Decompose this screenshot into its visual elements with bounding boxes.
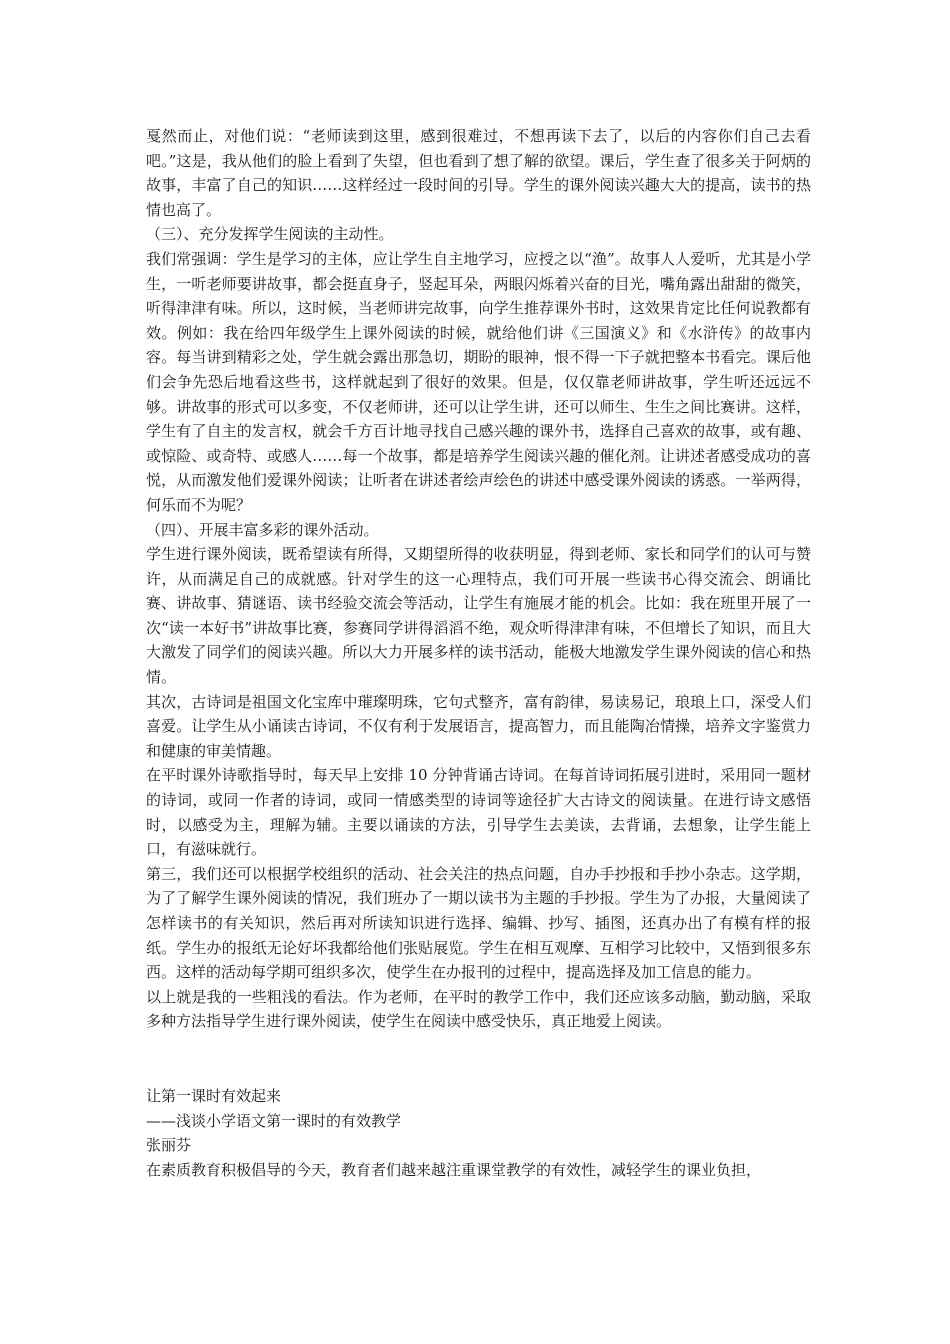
paragraph-poetry-guidance: 在平时课外诗歌指导时，每天早上安排 10 分钟背诵古诗词。在每首诗词拓展引进时，采用同一题材的诗词，或同一作者的诗词，或同一情感类型的诗词等途径扩大古诗文的阅读量。在进行诗文感悟时，以感受为主，理解为辅。主要以诵读的方法，引导学生去美读，去背诵，去想象，让学生能上口，有滋味就行。 — [146, 766, 811, 859]
section-heading-4: （四）、开展丰富多彩的课外活动。 — [146, 520, 379, 539]
section-heading-3: （三）、充分发挥学生阅读的主动性。 — [146, 225, 394, 244]
document-page — [146, 124, 811, 1182]
next-article-title: 让第一课时有效起来 — [146, 1086, 282, 1105]
next-article-author: 张丽芬 — [146, 1136, 192, 1155]
paragraph-activities: 学生进行课外阅读，既希望读有所得，又期望所得的收获明显，得到老师、家长和同学们的认可与赞许，从而满足自己的成就感。针对学生的这一心理特点，我们可开展一些读书心得交流会、朗诵比赛、讲故事、猜谜语、读书经验交流会等活动，让学生有施展才能的机会。比如：我在班里开展了一次“读一本好书”讲故事比赛，参赛同学讲得滔滔不绝，观众听得津津有味，不但增长了知识，而且大大激发了同学们的阅读兴趣。所以大力开展多样的读书活动，能极大地激发学生课外阅读的信心和热情。 — [146, 545, 811, 687]
paragraph-handwritten-newspaper: 第三，我们还可以根据学校组织的活动、社会关注的热点问题，自办手抄报和手抄小杂志。这学期，为了了解学生课外阅读的情况，我们班办了一期以读书为主题的手抄报。学生为了办报，大量阅读了怎样读书的有关知识，然后再对所读知识进行选择、编辑、抄写、插图，还真办出了有模有样的报纸。学生办的报纸无论好坏我都给他们张贴展览。学生在相互观摩、互相学习比较中，又悟到很多东西。这样的活动每学期可组织多次，使学生在办报刊的过程中，提高选择及加工信息的能力。 — [146, 864, 811, 982]
paragraph-section3: 我们常强调：学生是学习的主体，应让学生自主地学习，应授之以“渔”。故事人人爱听，尤其是小学生，一听老师要讲故事，都会挺直身子，竖起耳朵，两眼闪烁着兴奋的目光，嘴角露出甜甜的微笑，听得津津有味。所以，这时候，当老师讲完故事，向学生推荐课外书时，这效果肯定比任何说教都有效。例如：我在给四年级学生上课外阅读的时候，就给他们讲《三国演义》和《水浒传》的故事内容。每当讲到精彩之处，学生就会露出那急切，期盼的眼神，恨不得一下子就把整本书看完。课后他们会争先恐后地看这些书，这样就起到了很好的效果。但是，仅仅靠老师讲故事，学生听还远远不够。讲故事的形式可以多变，不仅老师讲，还可以让学生讲，还可以师生、生生之间比赛讲。这样，学生有了自主的发言权，就会千方百计地寻找自己感兴趣的课外书，选择自己喜欢的故事，或有趣、或惊险、或奇特、或感人……每一个故事，都是培养学生阅读兴趣的催化剂。让讲述者感受成功的喜悦，从而激发他们爱课外阅读；让听者在讲述者绘声绘色的讲述中感受课外阅读的诱惑。一举两得，何乐而不为呢？ — [146, 249, 811, 514]
article-separator — [146, 1034, 811, 1084]
paragraph-intro: 戛然而止，对他们说：“老师读到这里，感到很难过，不想再读下去了，以后的内容你们自己去看吧。”这是，我从他们的脸上看到了失望，但也看到了想了解的欲望。课后，学生查了很多关于阿炳的故事，丰富了自己的知识……这样经过一段时间的引导。学生的课外阅读兴趣大大的提高，读书的热情也高了。 — [146, 127, 811, 219]
next-article-first-line: 在素质教育积极倡导的今天，教育者们越来越注重课堂教学的有效性，减轻学生的课业负担， — [146, 1160, 762, 1179]
paragraph-conclusion: 以上就是我的一些粗浅的看法。作为老师，在平时的教学工作中，我们还应该多动脑，勤动脑，采取多种方法指导学生进行课外阅读，使学生在阅读中感受快乐，真正地爱上阅读。 — [146, 987, 811, 1031]
paragraph-poetry: 其次，古诗词是祖国文化宝库中璀璨明珠，它句式整齐，富有韵律，易读易记，琅琅上口，深受人们喜爱。让学生从小诵读古诗词，不仅有利于发展语言，提高智力，而且能陶冶情操，培养文字鉴赏力和健康的审美情趣。 — [146, 692, 811, 760]
next-article-subtitle: ——浅谈小学语文第一课时的有效教学 — [146, 1111, 402, 1130]
